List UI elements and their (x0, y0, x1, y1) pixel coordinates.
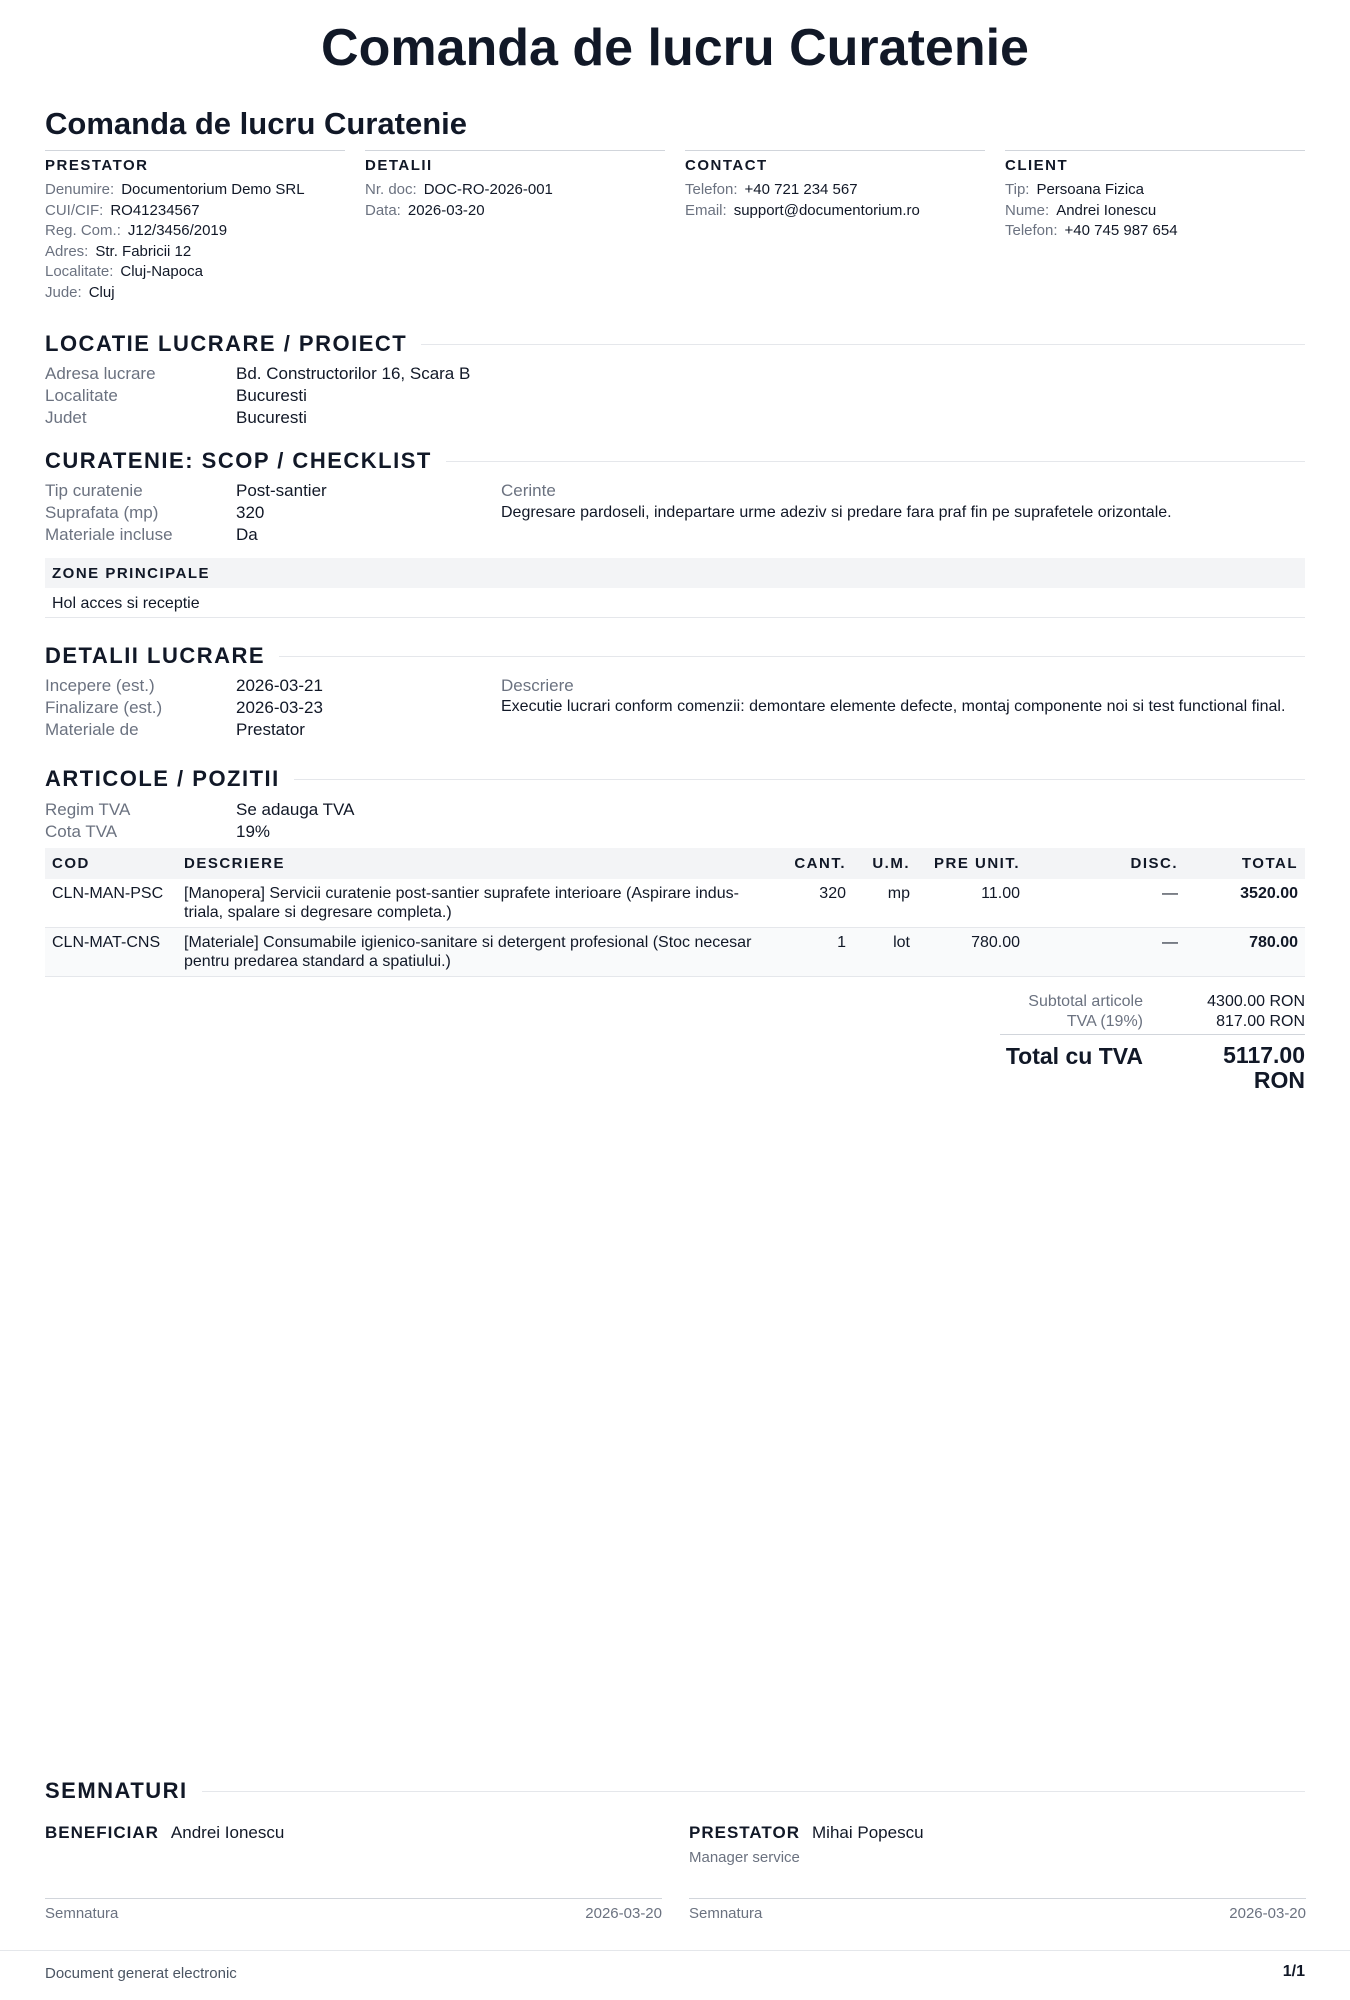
col-total: TOTAL (1185, 848, 1305, 879)
requirements-label: Cerinte (501, 481, 556, 500)
party-client (1005, 150, 1305, 303)
zones-heading: ZONE PRINCIPALE (45, 558, 1305, 588)
cell-total: 3520.00 (1185, 879, 1305, 928)
party-field: Telefon: +40 745 987 654 (1005, 222, 1178, 239)
party-field: CUI/CIF: RO41234567 (45, 201, 200, 219)
table-row (45, 928, 1305, 977)
doc-title: Comanda de lucru Curatenie (45, 106, 468, 141)
cell-price: 11.00 (917, 879, 1027, 928)
party-field: Telefon: +40 721 234 567 (685, 181, 858, 198)
party-heading: CLIENT (1005, 157, 1069, 174)
description-text: Executie lucrari conform comenzii: demontare elemente defecte, montaj componente noi si test functional final. (501, 698, 1286, 715)
party-field: Nr. doc: DOC-RO-2026-001 (365, 181, 553, 198)
footer-divider (0, 1950, 1350, 1951)
party-field: Data: 2026-03-20 (365, 201, 485, 219)
cell-cod: CLN-MAN-PSC (45, 879, 177, 928)
party-contact (685, 150, 985, 303)
party-field: Email: support@documentorium.ro (685, 201, 920, 219)
party-field: Denumire: Documentorium Demo SRL (45, 181, 305, 198)
col-cod: COD (45, 848, 177, 879)
description-label: Descriere (501, 676, 574, 695)
page-number: 1/1 (1282, 1963, 1305, 1980)
subtotal-row: Subtotal articole 4300.00 RON (1028, 993, 1305, 1010)
cell-cod: CLN-MAT-CNS (45, 928, 177, 977)
party-field: Jude: Cluj (45, 283, 115, 301)
footer-note: Document generat electronic (45, 1965, 237, 1982)
party-detalii (365, 150, 665, 303)
cell-total: 780.00 (1185, 928, 1305, 977)
signature-footer: Semnatura 2026-03-20 (689, 1905, 1306, 1922)
signature-prestator (689, 1823, 1306, 1866)
party-grid (45, 150, 1305, 303)
cell-disc: — (1027, 879, 1185, 928)
party-heading: DETALII (365, 157, 433, 174)
cell-price: 780.00 (917, 928, 1027, 977)
party-heading: PRESTATOR (45, 157, 149, 174)
signature-name: Mihai Popescu (812, 1823, 924, 1842)
signature-footer: Semnatura 2026-03-20 (45, 1905, 662, 1922)
col-descriere: DESCRIERE (177, 848, 783, 879)
table-header-row (45, 848, 1305, 879)
section-signatures-title: SEMNATURI (45, 1778, 1305, 1804)
signature-line (45, 1898, 662, 1899)
party-field: Adres: Str. Fabricii 12 (45, 242, 192, 260)
party-field: Nume: Andrei Ionescu (1005, 201, 1157, 219)
cell-qty: 1 (783, 928, 853, 977)
signature-beneficiar (45, 1823, 662, 1843)
party-heading: CONTACT (685, 157, 768, 174)
summary-divider (1000, 1034, 1305, 1035)
section-work-title: DETALII LUCRARE (45, 643, 1305, 669)
requirements-text: Degresare pardoseli, indepartare urme adeziv si predare fara praf fin pe suprafetele orizontale. (501, 504, 1172, 521)
cell-desc: [Materiale] Consumabile igienico-sanitare si detergent profesional (Stoc necesar pentru predarea standard a spatiului.) (177, 928, 783, 977)
section-location-title: LOCATIE LUCRARE / PROIECT (45, 331, 1305, 357)
col-um: U.M. (853, 848, 917, 879)
cell-um: lot (853, 928, 917, 977)
section-scope-title: CURATENIE: SCOP / CHECKLIST (45, 448, 1305, 474)
section-items-title: ARTICOLE / POZITII (45, 766, 1305, 792)
signature-line (689, 1898, 1306, 1899)
main-title: Comanda de lucru Curatenie (321, 19, 1029, 77)
party-field: Tip: Persoana Fizica (1005, 181, 1145, 198)
cell-qty: 320 (783, 879, 853, 928)
party-field: Reg. Com.: J12/3456/2019 (45, 222, 228, 239)
party-field: Localitate: Cluj-Napoca (45, 263, 203, 280)
cell-um: mp (853, 879, 917, 928)
signature-role: BENEFICIAR (45, 1823, 159, 1842)
cell-desc: [Manopera] Servicii curatenie post-santier suprafete interioare (Aspirare indus-triala, spalare si degresare completa.) (177, 879, 783, 928)
cell-disc: — (1027, 928, 1185, 977)
zone-item: Hol acces si receptie (45, 590, 1305, 618)
signature-subtitle: Manager service (689, 1849, 800, 1866)
signature-role: PRESTATOR (689, 1823, 801, 1842)
total-row: Total cu TVA 5117.00 RON (1005, 1042, 1305, 1093)
table-row (45, 879, 1305, 928)
vat-row: TVA (19%) 817.00 RON (1066, 1013, 1305, 1030)
items-table (45, 848, 1305, 977)
party-prestator (45, 150, 345, 303)
col-pret-unit: PRE UNIT. (917, 848, 1027, 879)
col-disc: DISC. (1027, 848, 1185, 879)
col-cant: CANT. (783, 848, 853, 879)
signature-name: Andrei Ionescu (170, 1823, 285, 1842)
